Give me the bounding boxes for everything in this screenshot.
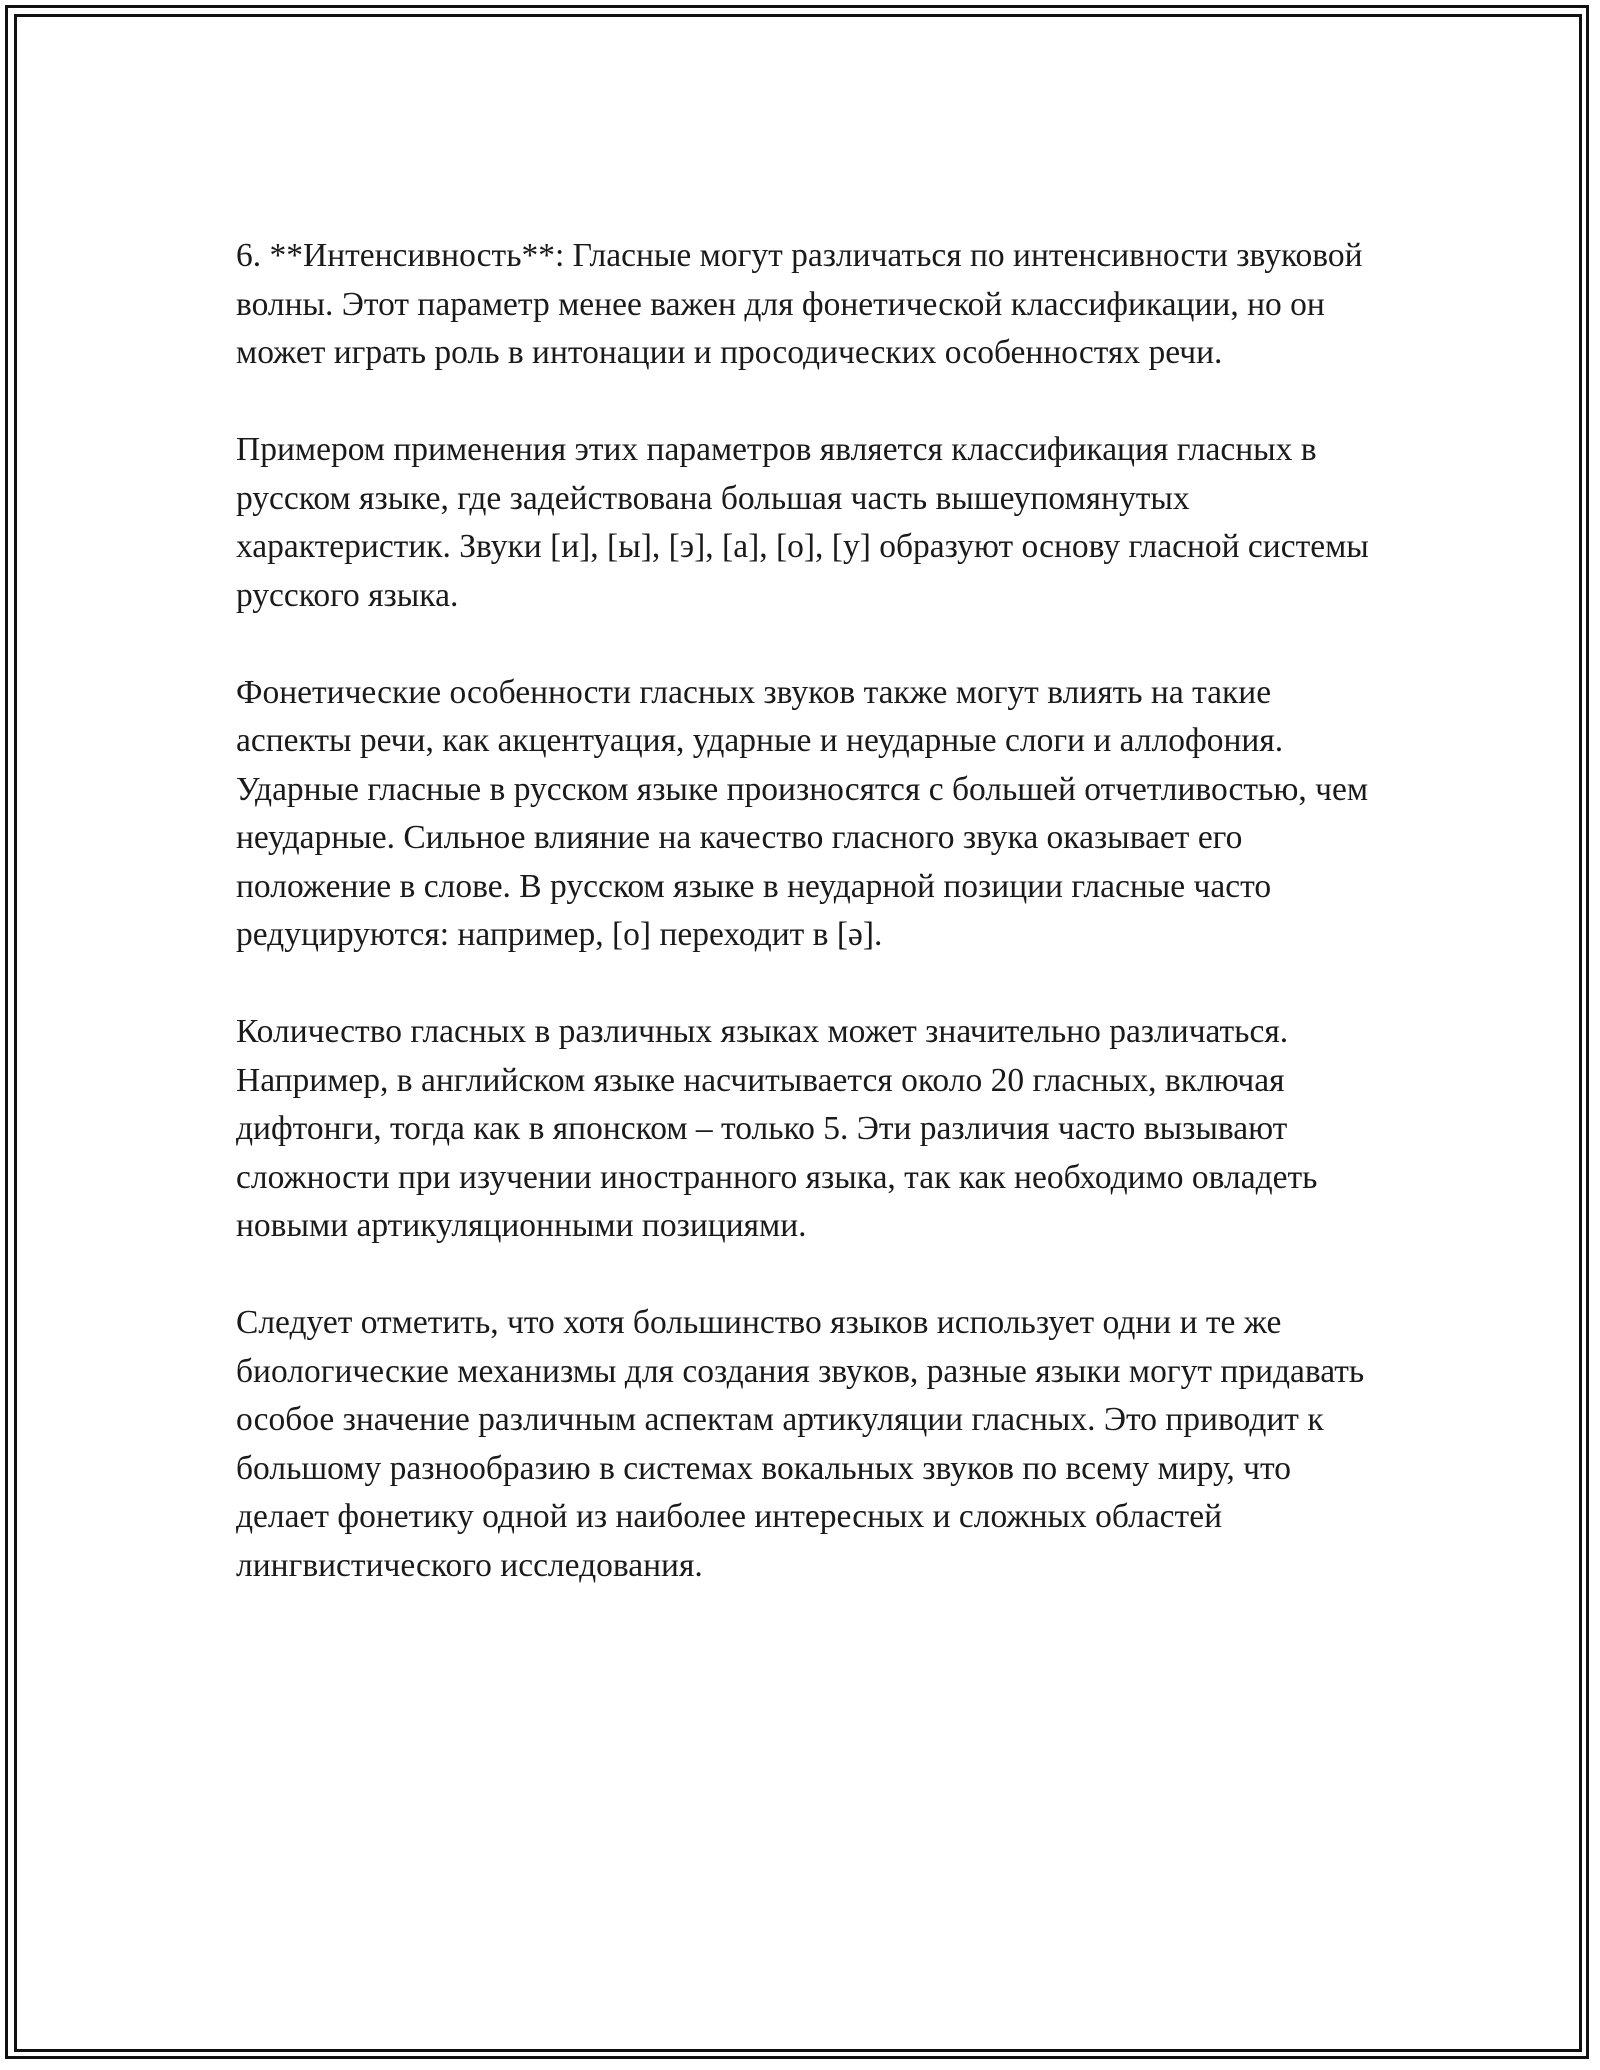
paragraph-vowel-count: Количество гласных в различных языках может значительно различаться. Например, в английском языке насчитывается около 20 гласных, включая дифтонги, тогда как в японском – только 5. Эти различия часто вызывают сложности при изучении иностранного языка, так как необходимо овладеть новыми артикуляционными позициями. [236,1013,1318,1244]
paragraph-russian-vowels: Примером применения этих параметров является классификация гласных в русском языке, где задействована большая часть вышеупомянутых характеристик. Звуки [и], [ы], [э], [а], [о], [у] образуют основу гласной системы русского языка. [236,431,1369,614]
paragraph-intensity: 6. **Интенсивность**: Гласные могут различаться по интенсивности звуковой волны. Этот параметр менее важен для фонетической классификации, но он может играть роль в интонации и просодических особенностях речи. [236,237,1363,371]
document-body [236,232,1376,1639]
paragraph-conclusion: Следует отметить, что хотя большинство языков использует одни и те же биологические механизмы для создания звуков, разные языки могут придавать особое значение различным аспектам артикуляции гласных. Это приводит к большому разнообразию в системах вокальных звуков по всему миру, что делает фонетику одной из наиболее интересных и сложных областей лингвистического исследования. [236,1304,1365,1584]
paragraph-phonetic-features: Фонетические особенности гласных звуков также могут влиять на такие аспекты речи, как акцентуация, ударные и неударные слоги и аллофония. Ударные гласные в русском языке произносятся с большей отчетливостью, чем неударные. Сильное влияние на качество гласного звука оказывает его положение в слове. В русском языке в неударной позиции гласные часто редуцируются: например, [о] переходит в [ə]. [236,673,1369,953]
